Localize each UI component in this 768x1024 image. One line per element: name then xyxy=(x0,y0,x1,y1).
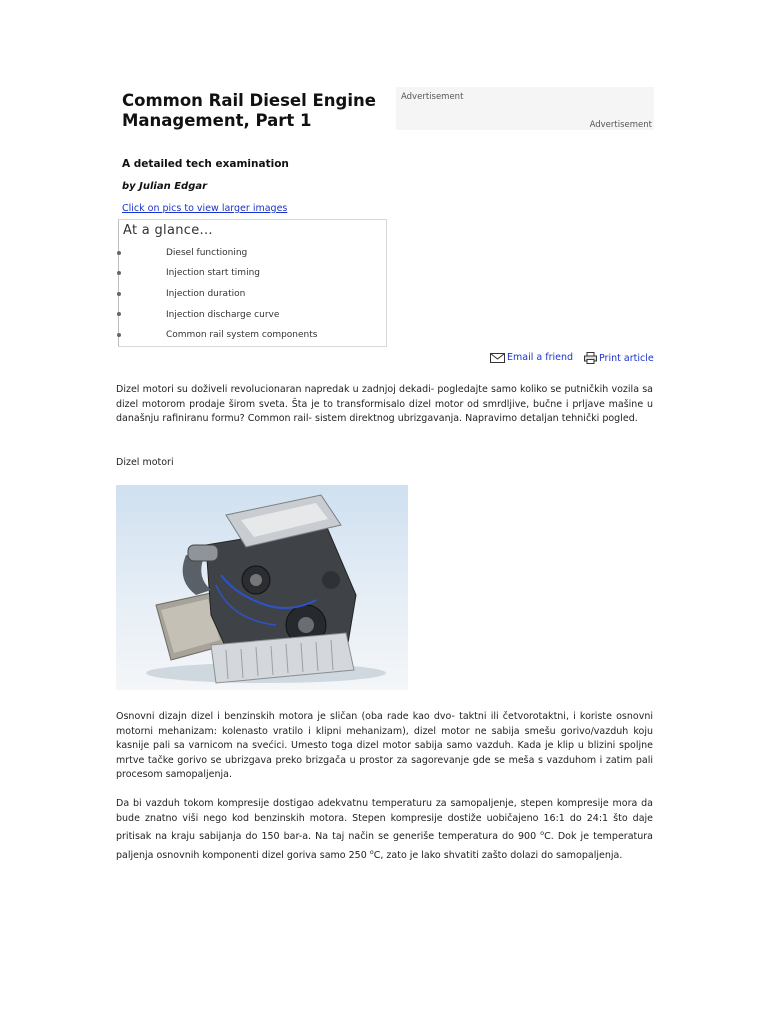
advertisement-label-bottom: Advertisement xyxy=(589,120,652,130)
article-byline: by Julian Edgar xyxy=(122,181,208,192)
diesel-engine-illustration xyxy=(116,485,408,690)
email-friend-label: Email a friend xyxy=(507,352,574,363)
bullet-icon xyxy=(117,333,121,337)
email-friend-link[interactable] xyxy=(490,352,573,363)
compression-text-c: C, zato je lako shvatiti zašto dolazi do samopaljenja. xyxy=(373,849,623,861)
article-subtitle: A detailed tech examination xyxy=(122,158,289,170)
at-a-glance-box xyxy=(118,219,387,347)
bullet-icon xyxy=(117,292,121,296)
degree-superscript: o xyxy=(540,829,545,837)
glance-item-common-rail-components[interactable]: Common rail system components xyxy=(166,330,318,340)
glance-item-injection-start-timing[interactable]: Injection start timing xyxy=(166,268,260,278)
bullet-icon xyxy=(117,271,121,275)
print-article-link[interactable] xyxy=(584,352,654,364)
at-a-glance-title: At a glance... xyxy=(123,223,213,238)
glance-item-diesel-functioning[interactable]: Diesel functioning xyxy=(166,248,248,258)
print-article-label: Print article xyxy=(599,352,654,364)
paragraph-compression xyxy=(116,797,653,863)
envelope-icon xyxy=(490,353,505,363)
glance-item-injection-discharge-curve[interactable]: Injection discharge curve xyxy=(166,310,280,320)
article-title: Common Rail Diesel Engine Management, Part 1 xyxy=(122,91,376,130)
bullet-icon xyxy=(117,251,121,255)
advertisement-label-top: Advertisement xyxy=(401,92,464,102)
glance-item-injection-duration[interactable]: Injection duration xyxy=(166,289,246,299)
compression-text-a: Da bi vazduh tokom kompresije dostigao adekvatnu temperaturu za samopaljenje, stepen kompresije mora da bude znatno viši nego kod benzinskih motora. Stepen kompresije dostiže uobičajeno 16:1 do 24:1 što daje pritisak na kraju sabijanja do 150 bar-a. Na taj način se generiše temperatura do 900 xyxy=(116,798,653,843)
section-heading: Dizel motori xyxy=(116,457,174,468)
printer-icon xyxy=(584,352,597,364)
intro-paragraph: Dizel motori su doživeli revolucionaran napredak u zadnjoj dekadi- pogledajte samo koliko se putničkih vozila sa dizel motorom prodaje širom sveta. Šta je to transformisalo dizel motor od smrdljive, bučne i prljave mašine u današnju rafiniranu formu? Common rail- sistem direktnog ubrizgavanja. Napravimo detaljan tehnički pogled. xyxy=(116,384,653,424)
compression-text-b: C. Dok je temperatura paljenja osnovnih komponenti dizel goriva samo 250 xyxy=(116,831,653,861)
engine-image[interactable] xyxy=(116,485,408,690)
paragraph-basic-design: Osnovni dizajn dizel i benzinskih motora je sličan (oba rade kao dvo- taktni ili četvorotaktni, i koriste osnovni motorni mehanizam: kolenasto vratilo i klipni mehanizam), dizel motor ne sabija smešu gorivo/vazduh koju kasnije pali sa varnicom na svećici. Umesto toga dizel motor sabija samo vazduh. Kada je klip u blizini spoljne mrtve tačke gorivo se ubrizgava preko brizgača u prostor za sagorevanje gde se meša s vazduhom i zatim pali procesom samopaljenja. xyxy=(116,711,653,780)
bullet-icon xyxy=(117,312,121,316)
degree-superscript: o xyxy=(369,847,374,856)
click-pics-link[interactable]: Click on pics to view larger images xyxy=(122,203,288,214)
